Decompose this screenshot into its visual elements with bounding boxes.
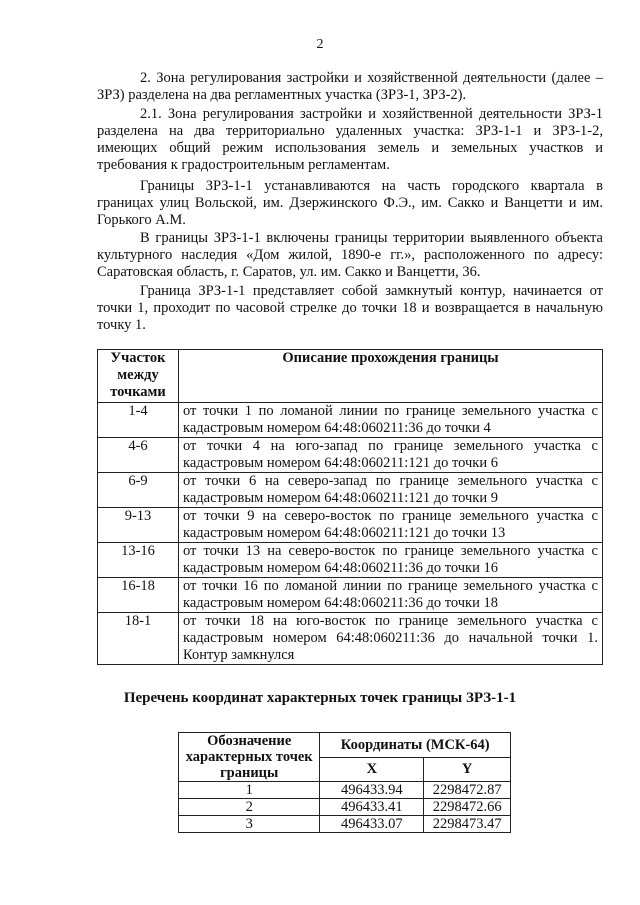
y-cell: 2298473.47: [424, 816, 511, 833]
table-row: [179, 816, 511, 833]
paragraph-zrz-split: 2. Зона регулирования застройки и хозяйственной деятельности (далее – ЗРЗ) разделена на два регламентных участка (ЗРЗ-1, ЗРЗ-2).: [97, 70, 603, 103]
description-cell: от точки 9 на северо-восток по границе земельного участка с кадастровым номером 64:48:060211:121 до точки 13: [179, 508, 603, 543]
segment-cell: 18-1: [98, 613, 179, 665]
header-point-label: Обозначение характерных точек границы: [179, 733, 320, 782]
header-y: Y: [424, 757, 511, 782]
point-number-cell: 1: [179, 782, 320, 799]
coordinates-list-title: Перечень координат характерных точек границы ЗРЗ-1-1: [123, 690, 517, 706]
coordinates-table: [178, 732, 511, 833]
x-cell: 496433.07: [320, 816, 424, 833]
table-row: [98, 543, 603, 578]
header-segment: Участок между точками: [98, 350, 179, 403]
header-coordinates: Координаты (МСК-64): [320, 733, 511, 758]
x-cell: 496433.94: [320, 782, 424, 799]
table-header-row: [179, 733, 511, 758]
table-row: [98, 403, 603, 438]
x-cell: 496433.41: [320, 799, 424, 816]
segment-cell: 4-6: [98, 438, 179, 473]
table-header-row: [98, 350, 603, 403]
segment-cell: 6-9: [98, 473, 179, 508]
point-number-cell: 2: [179, 799, 320, 816]
paragraph-zrz1-split: 2.1. Зона регулирования застройки и хозяйственной деятельности ЗРЗ-1 разделена на два территориально удаленных участка: ЗРЗ-1-1 и ЗРЗ-1-2, имеющих общий режим использования земель и земельных участков и требования к градостроительным регламентам.: [97, 106, 603, 173]
segment-cell: 16-18: [98, 578, 179, 613]
table-row: [98, 508, 603, 543]
paragraph-zrz11-borders: Границы ЗРЗ-1-1 устанавливаются на часть городского квартала в границах улиц Вольской, им. Дзержинского Ф.Э., им. Сакко и Ванцетти и им. Горького А.М.: [97, 178, 603, 228]
y-cell: 2298472.66: [424, 799, 511, 816]
table-row: [179, 799, 511, 816]
description-cell: от точки 13 на северо-восток по границе земельного участка с кадастровым номером 64:48:060211:36 до точки 16: [179, 543, 603, 578]
page-number: 2: [316, 37, 324, 52]
segment-cell: 13-16: [98, 543, 179, 578]
paragraph-contour: Граница ЗРЗ-1-1 представляет собой замкнутый контур, начинается от точки 1, проходит по часовой стрелке до точки 18 и возвращается в начальную точку 1.: [97, 283, 603, 333]
paragraph-heritage-object: В границы ЗРЗ-1-1 включены границы территории выявленного объекта культурного наследия «Дом жилой, 1890-е гг.», расположенного по адресу: Саратовская область, г. Саратов, ул. им. Сакко и Ванцетти, 36.: [97, 230, 603, 280]
segment-cell: 1-4: [98, 403, 179, 438]
table-row: [98, 578, 603, 613]
description-cell: от точки 6 на северо-запад по границе земельного участка с кадастровым номером 64:48:060211:121 до точки 9: [179, 473, 603, 508]
table-row: [98, 613, 603, 665]
table-row: [179, 782, 511, 799]
table-row: [98, 473, 603, 508]
description-cell: от точки 16 по ломаной линии по границе земельного участка с кадастровым номером 64:48:060211:36 до точки 18: [179, 578, 603, 613]
y-cell: 2298472.87: [424, 782, 511, 799]
description-cell: от точки 1 по ломаной линии по границе земельного участка с кадастровым номером 64:48:060211:36 до точки 4: [179, 403, 603, 438]
description-cell: от точки 4 на юго-запад по границе земельного участка с кадастровым номером 64:48:060211:121 до точки 6: [179, 438, 603, 473]
description-cell: от точки 18 на юго-восток по границе земельного участка с кадастровым номером 64:48:060211:36 до начальной точки 1. Контур замкнулся: [179, 613, 603, 665]
segment-cell: 9-13: [98, 508, 179, 543]
point-number-cell: 3: [179, 816, 320, 833]
table-row: [98, 438, 603, 473]
boundary-description-table: [97, 349, 603, 665]
header-x: X: [320, 757, 424, 782]
header-description: Описание прохождения границы: [179, 350, 603, 403]
